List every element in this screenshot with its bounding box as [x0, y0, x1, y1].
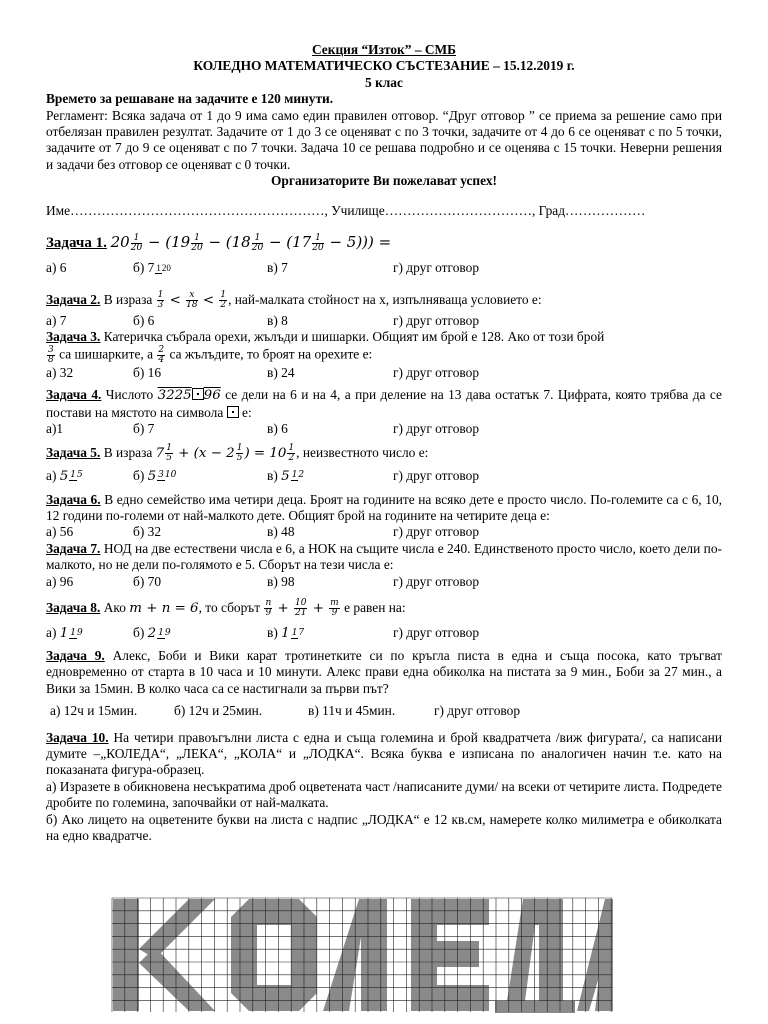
task-5	[46, 442, 722, 465]
koleda-grid-figure	[111, 897, 613, 1013]
task-8	[46, 596, 722, 621]
answer-d: г) друг отговор	[393, 313, 480, 329]
task-4-tail: е:	[242, 404, 252, 420]
answer-c: в) 5 12	[267, 467, 305, 484]
task-2-answers	[46, 313, 722, 329]
task-8-pre: Ако	[103, 599, 126, 615]
task-7-answers	[46, 574, 722, 590]
answer-b: б) 2 19	[133, 624, 171, 641]
answer-c: в) 11ч и 45мин.	[308, 703, 396, 719]
wish-text: Организаторите Ви пожелават успех!	[271, 173, 497, 189]
task-4-number: 3225 96	[157, 388, 221, 404]
task-10-b: б) Ако лицето на оцветените букви на листа с надпис „ЛОДКА“ е 12 кв.см, намерете колко милиметра е обиколката на едно квадратче.	[46, 811, 722, 843]
grade-label: 5 клас	[365, 74, 403, 90]
square-dot-symbol	[192, 388, 204, 400]
task-4-pre: Числото	[105, 387, 154, 403]
answer-d: г) друг отговор	[393, 421, 480, 437]
task-4-text: се дели на 6 и на 4, а при деление на 13 дава остатък 7. Цифрата, която трябва да се постави на мястото на символа	[46, 387, 722, 420]
answer-d: г) друг отговор	[393, 467, 480, 483]
contest-title: КОЛЕДНО МАТЕМАТИЧЕСКО СЪСТЕЗАНИЕ – 15.12.2019 г.	[193, 58, 575, 74]
task-9-answers	[46, 703, 722, 719]
answer-d: г) друг отговор	[434, 703, 521, 719]
answer-a: а) 32	[46, 364, 74, 380]
answer-b: б) 5 310	[133, 467, 177, 484]
task-4-answers	[46, 421, 722, 437]
task-5-pre: В израза	[103, 444, 153, 460]
answer-d: г) друг отговор	[393, 524, 480, 540]
task-2-pre: В израза	[103, 292, 153, 308]
task-5-answers	[46, 465, 722, 488]
answer-b: б) 70	[133, 573, 162, 589]
task-3-line2: $\frac{3}{8}$ са шишарките, а $\frac{2}{4}$ са жълъдите, то броят на орехите е:	[48, 344, 373, 365]
answer-a: а) 7	[46, 313, 67, 329]
answer-a: а) 96	[46, 573, 74, 589]
task-2-expression: $\frac{1}{3}$ < $\frac{x}{18}$ < $\frac{1}{2}$	[157, 290, 227, 311]
section-title: Секция “Изток” – СМБ	[311, 42, 457, 57]
task-9-text: Алекс, Боби и Вики карат тротинетките си по кръгла писта в една и съща посока, като тръгват едновременно от старта в 10 часа и 10 минути. Алекс прави една обиколка на пистата за 9 мин., Боби за 27 мин., а Вики за 15мин. В колко часа са се настигнали за първи път?	[46, 647, 722, 696]
task-7	[46, 541, 722, 574]
task-6-label: Задача 6.	[46, 491, 101, 507]
rules-text: Регламент: Всяка задача от 1 до 9 има само един правилен отговор. “Друг отговор ” се приема за решение само при отбелязан правилен резултат. Задачите от 1 до 3 се оценяват с по 3 точки, задачите от 4 до 6 се оценяват с по 5 точки, задачите от 7 до 9 се оценяват с по 7 точки. Задача 10 се решава подробно и се оценява с 15 точки. Неверни решения и задачи без отговор се оценяват с 0 точки.	[46, 107, 722, 172]
task-8-expression: $\frac{n}{9}$ + $\frac{10}{21}$ + $\frac{m}{9}$	[265, 597, 339, 618]
answer-d: г) друг отговор	[393, 260, 480, 276]
task-1-answers	[46, 256, 722, 280]
task-4-label: Задача 4.	[46, 387, 102, 403]
answer-c: в) 48	[267, 524, 295, 540]
answer-d: г) друг отговор	[393, 364, 480, 380]
answer-a: а) 6	[46, 260, 67, 276]
answer-b: б) 7 120	[133, 260, 171, 276]
answer-a: а) 5 15	[46, 467, 83, 484]
task-3-answers	[46, 365, 722, 381]
answer-c: в) 6	[267, 421, 288, 437]
task-2-label: Задача 2.	[46, 292, 101, 308]
answer-a: а) 56	[46, 524, 74, 540]
answer-c: в) 7	[267, 260, 288, 276]
task-1-label: Задача 1.	[46, 235, 107, 252]
answer-a: а) 12ч и 15мин.	[50, 703, 138, 719]
task-2-post: , най-малката стойност на х, изпълняваща условието е:	[228, 292, 542, 308]
answer-a: а) 1 19	[46, 624, 83, 641]
task-6-text: В едно семейство има четири деца. Броят на годините на всяко дете е просто число. По-големите са с 6, 10, 12 години по-големи от най-малкото дете. Общият брой на годините на четирите деца е:	[46, 491, 722, 523]
answer-c: в) 8	[267, 313, 288, 329]
task-10-a: а) Изразете в обикновена несъкратима дроб оцветената част /написаните думи/ на всеки от четирите листа. Подредете дробите по големина, започвайки от най-малката.	[46, 778, 722, 811]
answer-b: б) 6	[133, 313, 155, 329]
task-7-label: Задача 7.	[46, 540, 101, 556]
task-8-label: Задача 8.	[46, 599, 101, 615]
answer-d: г) друг отговор	[393, 624, 480, 640]
task-10-label: Задача 10.	[46, 729, 109, 745]
square-dot-symbol	[227, 406, 239, 418]
exam-page	[46, 42, 722, 844]
answer-a: а)1	[46, 421, 64, 437]
task-6-answers	[46, 524, 722, 540]
answer-c: в) 1 17	[267, 624, 305, 641]
task-1	[46, 229, 722, 256]
task-3	[46, 329, 722, 345]
task-3-text: Катеричка събрала орехи, жълъди и шишарки. Общият им брой е 128. Ако от този брой	[103, 329, 605, 345]
answer-b: б) 7	[133, 421, 155, 437]
task-3-text2: са шишарките, а	[59, 346, 154, 362]
time-note: Времето за решаване на задачите е 120 минути.	[46, 91, 334, 107]
answer-b: б) 12ч и 25мин.	[174, 703, 263, 719]
task-2	[46, 288, 722, 313]
task-3-label: Задача 3.	[46, 329, 101, 345]
answer-b: б) 32	[133, 524, 162, 540]
task-6	[46, 492, 722, 525]
task-9-label: Задача 9.	[46, 647, 105, 663]
task-7-text: НОД на две естествени числа е 6, а НОК на същите числа е 240. Единственото просто число, което дели по-малкото, но не дели по-голямото е 5. Сборът на тези числа е:	[46, 540, 723, 573]
task-3-text3: са жълъдите, то броят на орехите е:	[169, 346, 373, 362]
task-8-condition: m + n = 6	[129, 600, 199, 616]
task-5-post: , неизвестното число е:	[296, 444, 429, 460]
task-10-text: На четири правоъгълни листа с една и съща големина и брой квадратчета /виж фигурата/, са написани думите –„КОЛЕДА“, „ЛЕКА“, „КОЛА“ и „ЛОДКА“. Всяка буква е изписана по аналогичен начин т.е. като на показаната фигура-образец.	[46, 729, 722, 778]
task-1-expression: 20 $\frac{1}{20}$ − (19 $\frac{1}{20}$ − (18 $\frac{1}{20}$ − (17 $\frac{1}{20}$ − 5))) =	[110, 232, 392, 253]
task-9	[46, 648, 722, 697]
answer-b: б) 16	[133, 364, 162, 380]
task-8-answers	[46, 621, 722, 646]
student-fields: Име…………………………………………………, Училище……………………………, Град………………	[46, 202, 646, 218]
letter-fills	[113, 899, 613, 1013]
task-8-mid: , то сборът	[198, 599, 261, 615]
task-10	[46, 730, 722, 779]
task-8-post: е равен на:	[344, 599, 406, 615]
task-5-label: Задача 5.	[46, 444, 101, 460]
answer-c: в) 24	[267, 364, 295, 380]
answer-d: г) друг отговор	[393, 573, 480, 589]
task-5-expression: 7 $\frac{1}{5}$ + (x − 2 $\frac{1}{5}$ ) = 10 $\frac{1}{2}$	[155, 442, 295, 463]
answer-c: в) 98	[267, 573, 295, 589]
task-4	[46, 387, 722, 421]
